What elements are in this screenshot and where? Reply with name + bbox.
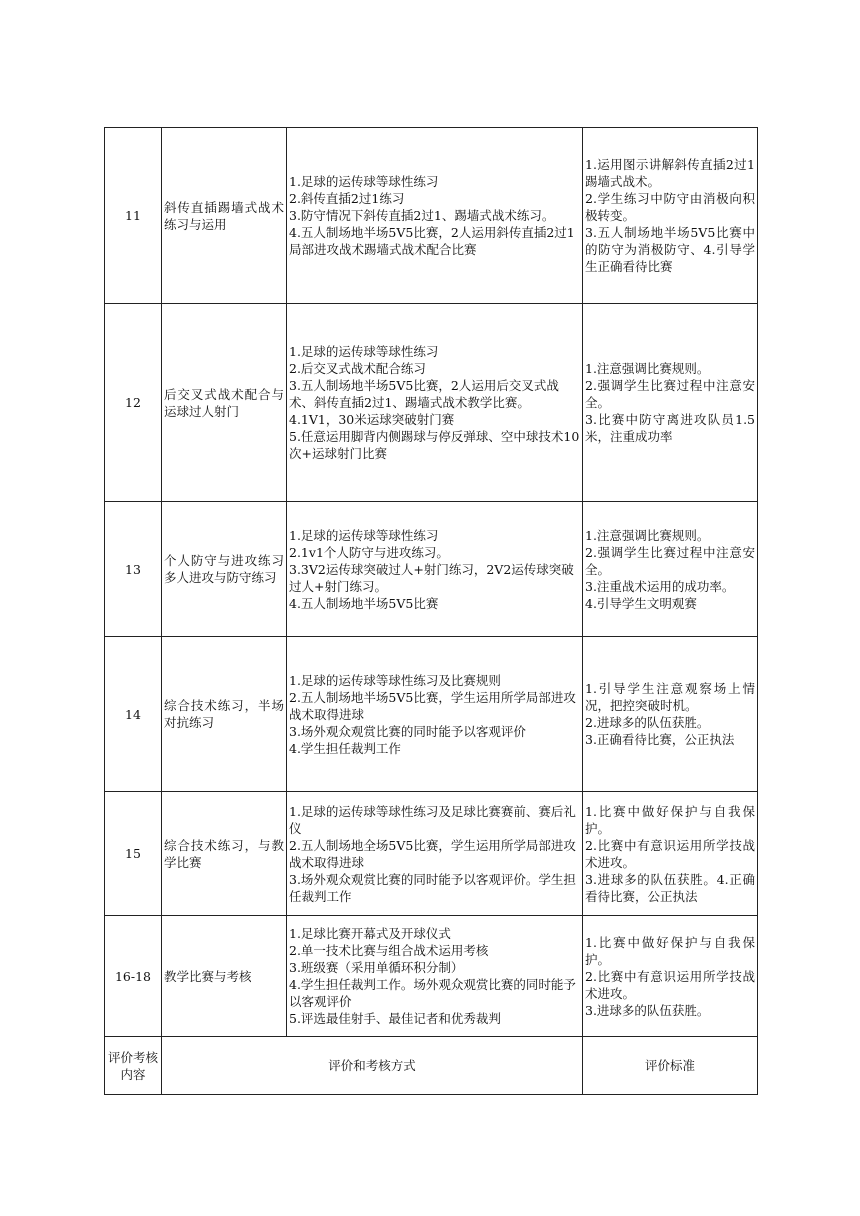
content-item: 4.1V1，30米运球突破射门赛 [289,412,455,427]
lesson-topic: 教学比赛与考核 [162,916,287,1037]
lesson-requirements [583,792,758,916]
lesson-requirements [583,128,758,304]
lesson-requirements [583,304,758,502]
lesson-requirements [583,502,758,637]
lesson-number: 11 [105,128,162,304]
content-item: 1.足球的运传球等球性练习及比赛规则 [289,672,501,688]
content-item: 2.五人制场地全场5V5比赛，学生运用所学局部进攻战术取得进球 [289,837,576,870]
content-item: 3.3V2运传球突破过人+射门练习，2V2运传球突破过人+射门练习。 [289,561,574,594]
content-item: 3.班级赛（采用单循环积分制） [289,960,464,975]
lesson-plan-table [104,127,758,1095]
content-item: 1.足球比赛开幕式及开球仪式 [289,926,451,941]
lesson-number: 13 [105,502,162,637]
content-item: 2.1v1个人防守与进攻练习。 [289,544,449,560]
table-row [105,502,758,637]
table-body [105,128,758,1037]
lesson-content [287,916,583,1037]
lesson-topic: 个人防守与进攻练习多人进攻与防守练习 [162,502,287,637]
content-item: 2.后交叉式战术配合练习 [289,361,426,376]
table-row [105,637,758,792]
requirement-item: 1.比赛中做好保护与自我保护。 [585,934,755,967]
requirement-item: 2.强调学生比赛过程中注意安全。 [585,378,755,410]
lesson-number: 14 [105,637,162,792]
content-item: 4.五人制场地半场5V5比赛 [289,595,439,611]
requirement-item: 3.进球多的队伍获胜。 [585,1002,710,1018]
content-item: 1.足球的运传球等球性练习 [289,344,439,359]
requirement-item: 2.比赛中有意识运用所学技战术进攻。 [585,968,755,1001]
lesson-number: 15 [105,792,162,916]
lesson-content [287,304,583,502]
requirement-item: 3.五人制场地半场5V5比赛中的防守为消极防守、4.引导学生正确看待比赛 [585,225,755,274]
requirement-item: 1.引导学生注意观察场上情况，把控突破时机。 [585,681,755,713]
evaluation-row [105,1037,758,1095]
content-item: 3.场外观众观赏比赛的同时能予以客观评价 [289,723,526,739]
content-item: 4.学生担任裁判工作。场外观众观赏比赛的同时能予以客观评价 [289,977,576,1009]
content-item: 2.斜传直插2过1练习 [289,191,405,206]
table-row [105,128,758,304]
content-item: 3.场外观众观赏比赛的同时能予以客观评价。学生担任裁判工作 [289,871,576,904]
requirement-item: 2.学生练习中防守由消极向积极转变。 [585,191,755,223]
evaluation-label: 评价考核内容 [105,1037,162,1095]
content-item: 4.学生担任裁判工作 [289,740,401,756]
lesson-content [287,792,583,916]
lesson-content [287,128,583,304]
requirement-item: 3.正确看待比赛，公正执法 [585,732,735,747]
requirement-item: 1.注意强调比赛规则。 [585,527,710,543]
evaluation-standard-header: 评价标准 [583,1037,758,1095]
requirement-item: 4.引导学生文明观赛 [585,595,697,611]
requirement-item: 3.进球多的队伍获胜。4.正确看待比赛，公正执法 [585,871,755,904]
content-item: 1.足球的运传球等球性练习及足球比赛赛前、赛后礼仪 [289,803,576,836]
lesson-requirements [583,916,758,1037]
requirement-item: 1.注意强调比赛规则。 [585,361,710,376]
content-item: 3.防守情况下斜传直插2过1、踢墙式战术练习。 [289,208,555,223]
requirement-item: 3.注重战术运用的成功率。 [585,578,735,594]
requirement-item: 3.比赛中防守离进攻队员1.5米，注重成功率 [585,412,755,444]
table-row [105,792,758,916]
content-item: 1.足球的运传球等球性练习 [289,527,439,543]
requirement-item: 1.比赛中做好保护与自我保护。 [585,803,755,836]
requirement-item: 2.强调学生比赛过程中注意安全。 [585,544,755,577]
requirement-item: 2.比赛中有意识运用所学技战术进攻。 [585,837,755,870]
content-item: 5.任意运用脚背内侧踢球与停反弹球、空中球技术10次+运球射门比赛 [289,429,580,461]
lesson-requirements [583,637,758,792]
lesson-content [287,637,583,792]
lesson-number: 12 [105,304,162,502]
requirement-item: 1.运用图示讲解斜传直插2过1踢墙式战术。 [585,157,755,189]
content-item: 4.五人制场地半场5V5比赛，2人运用斜传直插2过1局部进攻战术踢墙式战术配合比赛 [289,225,575,257]
table-row [105,916,758,1037]
table-row [105,304,758,502]
lesson-content [287,502,583,637]
lesson-number: 16-18 [105,916,162,1037]
content-item: 5.评选最佳射手、最佳记者和优秀裁判 [289,1011,501,1026]
content-item: 2.单一技术比赛与组合战术运用考核 [289,943,489,958]
lesson-topic: 后交叉式战术配合与运球过人射门 [162,304,287,502]
requirement-item: 2.进球多的队伍获胜。 [585,715,710,730]
content-item: 2.五人制场地半场5V5比赛，学生运用所学局部进攻战术取得进球 [289,689,576,722]
lesson-topic: 综合技术练习，与教学比赛 [162,792,287,916]
lesson-topic: 综合技术练习，半场对抗练习 [162,637,287,792]
evaluation-method-header: 评价和考核方式 [162,1037,583,1095]
lesson-topic: 斜传直插踢墙式战术练习与运用 [162,128,287,304]
content-item: 3.五人制场地半场5V5比赛，2人运用后交叉式战术、斜传直插2过1、踢墙式战术教学比赛。 [289,378,559,410]
content-item: 1.足球的运传球等球性练习 [289,174,439,189]
